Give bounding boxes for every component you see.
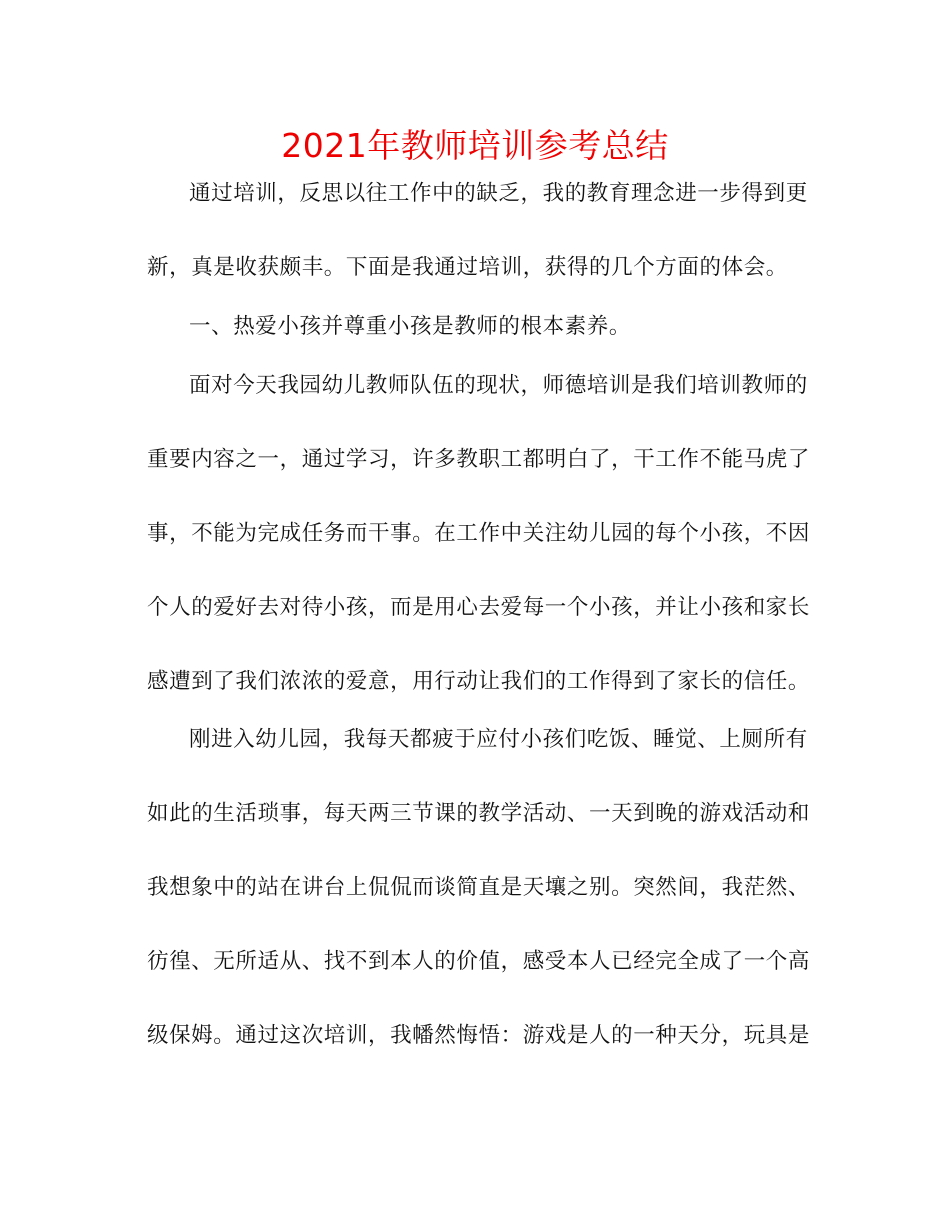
text-line-11: 我想象中的站在讲台上侃侃而谈简直是天壤之别。突然间，我茫然、 — [147, 875, 811, 900]
text-line-3: 一、热爱小孩并尊重小孩是教师的根本素养。 — [189, 314, 632, 339]
text-line-6: 事，不能为完成任务而干事。在工作中关注幼儿园的每个小孩，不因 — [147, 521, 811, 546]
text-line-12: 彷徨、无所适从、找不到本人的价值，感受本人已经完全成了一个高 — [147, 949, 811, 974]
text-line-13: 级保姆。通过这次培训，我幡然悔悟：游戏是人的一种天分，玩具是 — [147, 1023, 811, 1048]
text-line-4: 面对今天我园幼儿教师队伍的现状，师德培训是我们培训教师的 — [189, 373, 808, 398]
text-line-9: 刚进入幼儿园，我每天都疲于应付小孩们吃饭、睡觉、上厕所有 — [189, 727, 808, 752]
text-line-2: 新，真是收获颇丰。下面是我通过培训，获得的几个方面的体会。 — [147, 255, 788, 280]
text-line-8: 感遭到了我们浓浓的爱意，用行动让我们的工作得到了家长的信任。 — [147, 669, 811, 694]
text-line-7: 个人的爱好去对待小孩，而是用心去爱每一个小孩，并让小孩和家长 — [147, 595, 811, 620]
text-line-5: 重要内容之一，通过学习，许多教职工都明白了，干工作不能马虎了 — [147, 447, 811, 472]
text-line-1: 通过培训，反思以往工作中的缺乏，我的教育理念进一步得到更 — [189, 181, 808, 206]
text-line-10: 如此的生活琐事，每天两三节课的教学活动、一天到晚的游戏活动和 — [147, 801, 811, 826]
document-title: 2021年教师培训参考总结 — [281, 126, 669, 165]
